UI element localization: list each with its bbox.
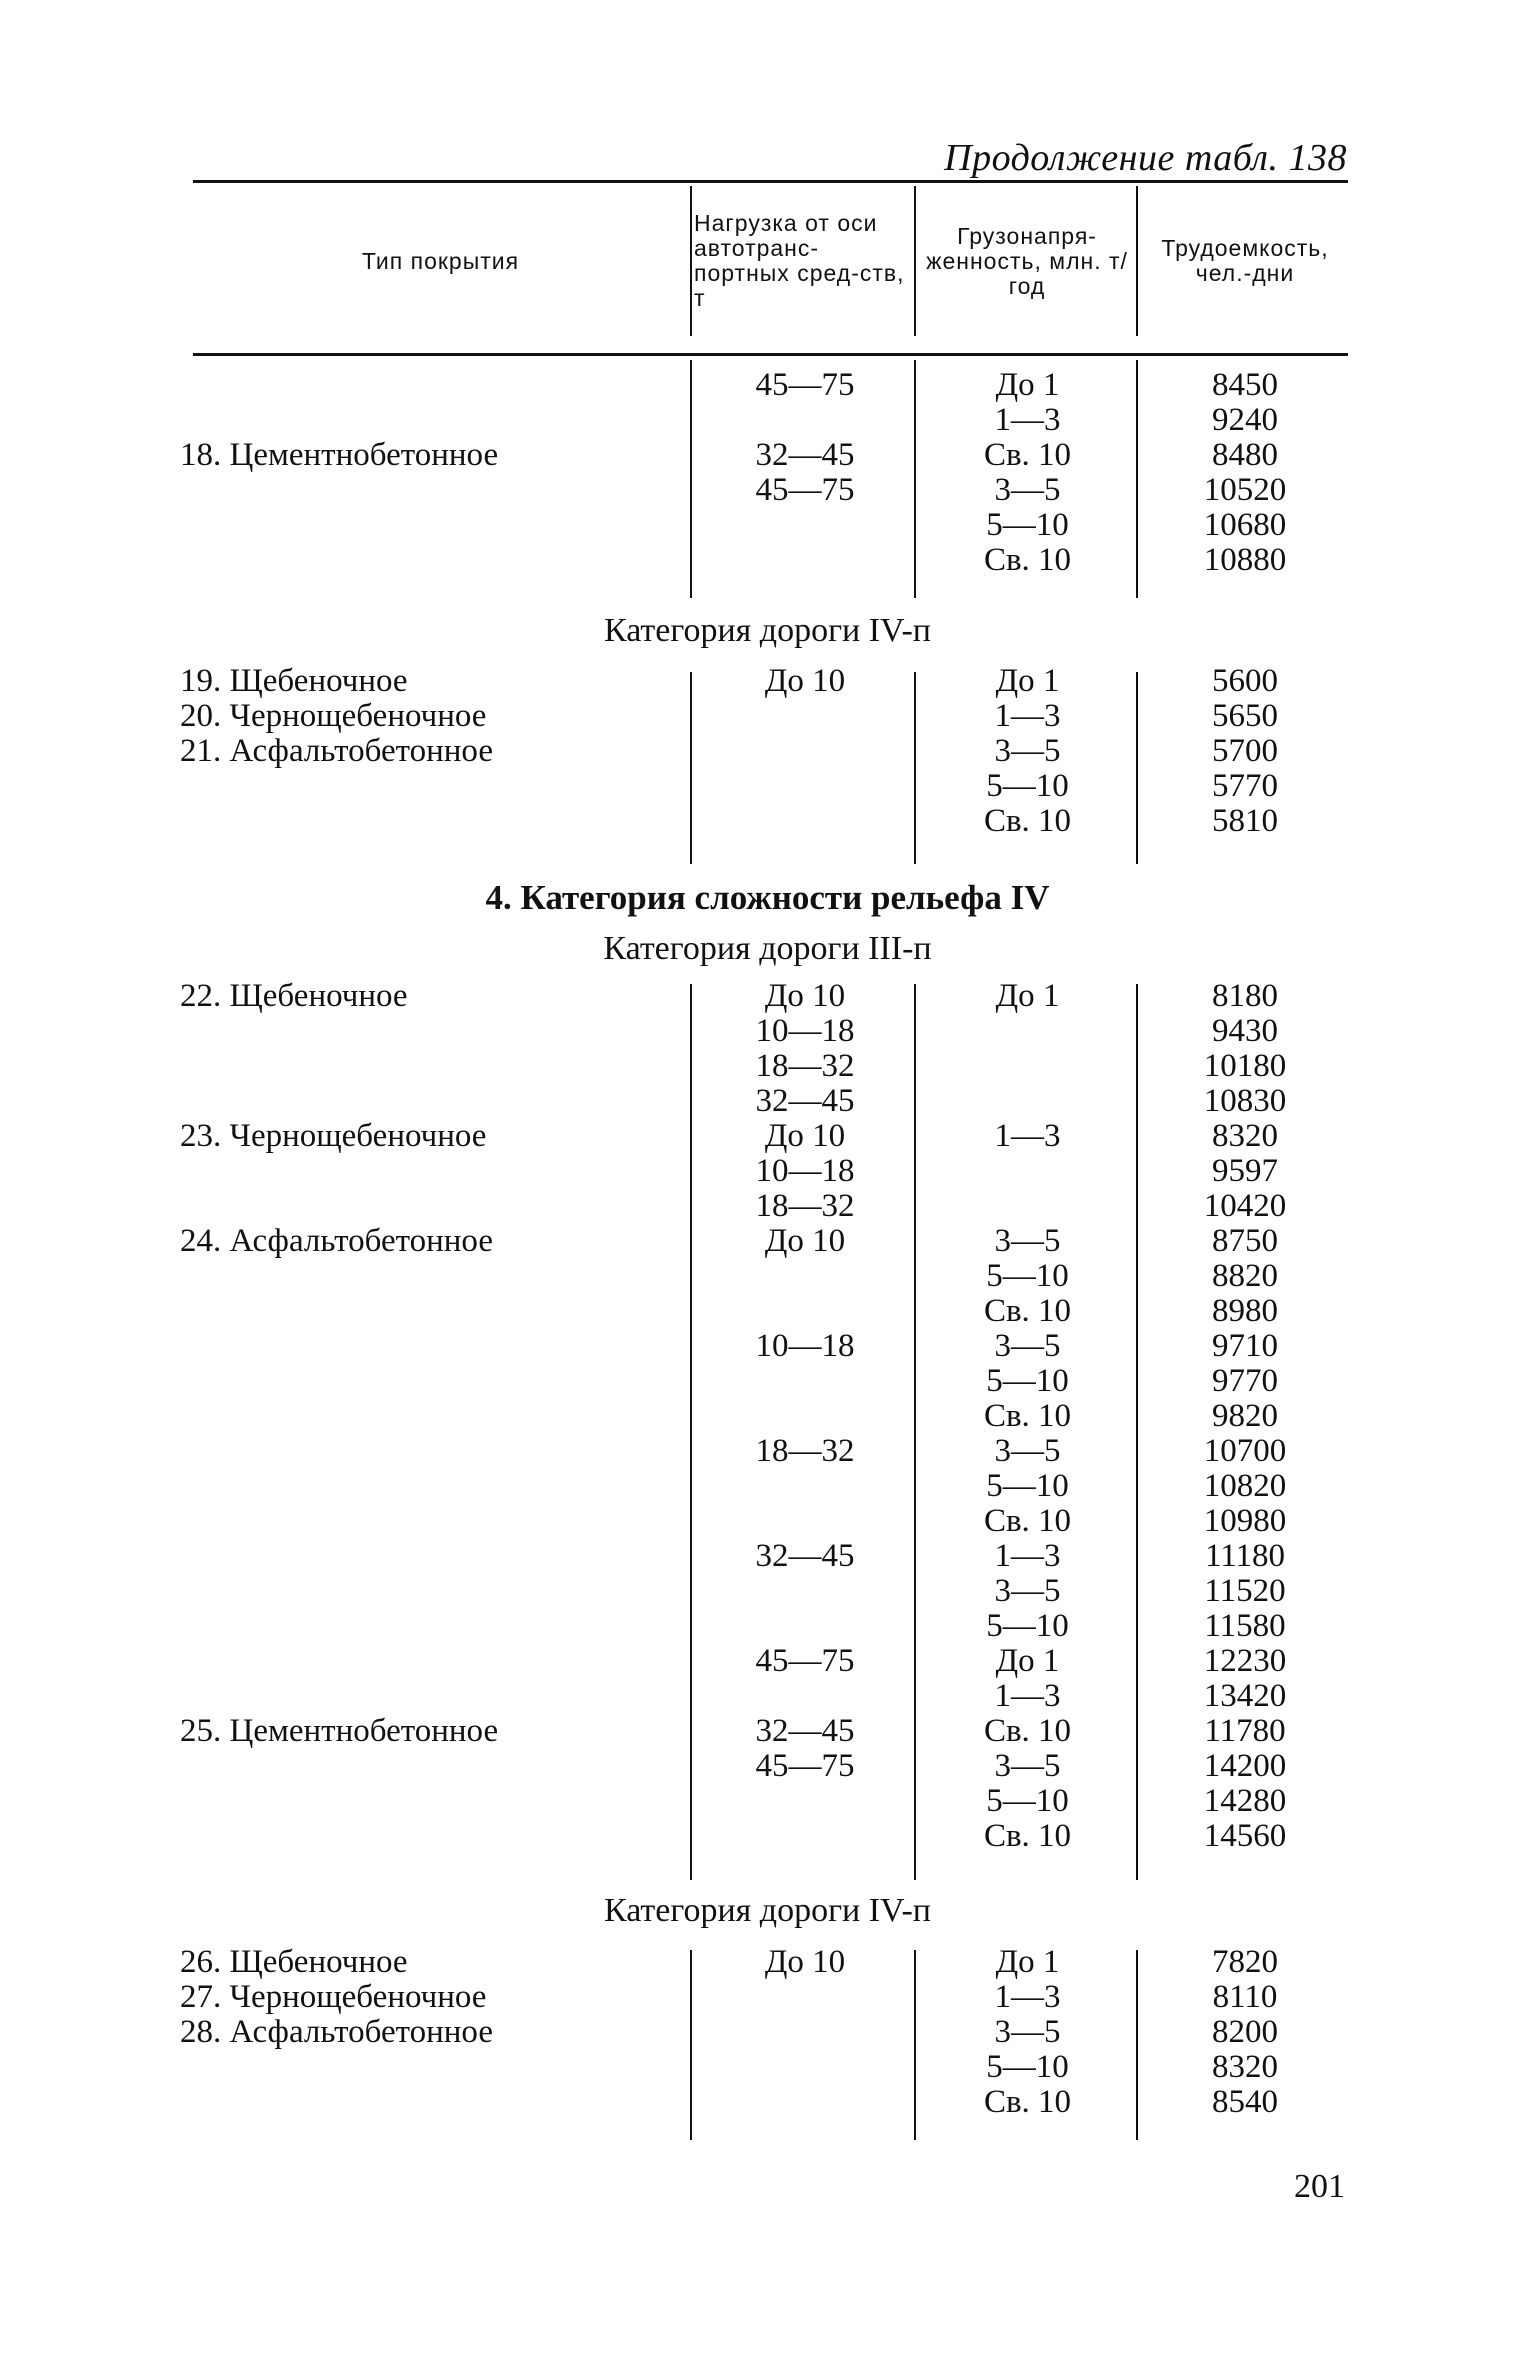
- cell-load: 32—45: [755, 437, 855, 473]
- cell-labor: 8180: [1212, 978, 1278, 1014]
- cell-density: До 1: [995, 367, 1060, 403]
- cell-labor: 5700: [1212, 733, 1278, 769]
- cell-density: Св. 10: [983, 803, 1072, 839]
- table-continuation-title: Продолжение табл. 138: [944, 137, 1347, 179]
- cell-density: Св. 10: [983, 1503, 1072, 1539]
- cell-labor: 8200: [1212, 2014, 1278, 2050]
- cell-density: Св. 10: [983, 2084, 1072, 2120]
- cell-density: 5—10: [986, 1783, 1069, 1819]
- cell-labor: 10520: [1203, 472, 1287, 508]
- cell-labor: 11520: [1204, 1573, 1286, 1609]
- block4-column-divider-2: [914, 1950, 916, 2140]
- cell-load: 10—18: [755, 1013, 855, 1049]
- cell-density: До 1: [995, 1643, 1060, 1679]
- cell-labor: 8540: [1212, 2084, 1278, 2120]
- cell-labor: 10680: [1203, 507, 1287, 543]
- cell-load: До 10: [764, 1223, 846, 1259]
- cell-labor: 14200: [1203, 1748, 1287, 1784]
- cell-load: 10—18: [755, 1153, 855, 1189]
- cell-labor: 13420: [1203, 1678, 1287, 1714]
- cell-labor: 10880: [1203, 542, 1287, 578]
- header-top-rule: [193, 180, 1348, 183]
- cell-name: 24. Асфальтобетонное: [180, 1223, 493, 1259]
- block3-column-divider-2: [914, 984, 916, 1880]
- cell-labor: 11780: [1204, 1713, 1286, 1749]
- cell-load: 18—32: [755, 1188, 855, 1224]
- cell-density: 1—3: [994, 698, 1061, 734]
- cell-labor: 8110: [1212, 1979, 1278, 2015]
- cell-load: 45—75: [755, 472, 855, 508]
- cell-labor: 8480: [1212, 437, 1278, 473]
- cell-density: 5—10: [986, 1258, 1069, 1294]
- cell-labor: 9597: [1212, 1153, 1278, 1189]
- cell-density: 1—3: [994, 1118, 1061, 1154]
- cell-density: Св. 10: [983, 1713, 1072, 1749]
- cell-density: 5—10: [986, 2049, 1069, 2085]
- cell-labor: 10420: [1203, 1188, 1287, 1224]
- page-number: 201: [1294, 2168, 1345, 2205]
- header-density: Грузонапря-женность, млн. т/год: [926, 222, 1128, 299]
- cell-load: 32—45: [755, 1083, 855, 1119]
- block1-column-divider-2: [914, 360, 916, 598]
- cell-load: 45—75: [755, 367, 855, 403]
- cell-density: 1—3: [994, 1979, 1061, 2015]
- cell-name: 28. Асфальтобетонное: [180, 2014, 493, 2050]
- cell-load: 32—45: [755, 1538, 855, 1574]
- cell-labor: 5600: [1212, 663, 1278, 699]
- cell-density: До 1: [995, 1944, 1060, 1980]
- cell-labor: 9240: [1212, 402, 1278, 438]
- cell-load: 45—75: [755, 1748, 855, 1784]
- cell-labor: 10820: [1203, 1468, 1287, 1504]
- cell-name: 21. Асфальтобетонное: [180, 733, 493, 769]
- cell-labor: 14280: [1203, 1783, 1287, 1819]
- cell-labor: 8450: [1212, 367, 1278, 403]
- cell-name: 18. Цементнобетонное: [180, 437, 499, 473]
- header-labor: Трудоемкость, чел.-дни: [1161, 235, 1329, 286]
- cell-name: 23. Чернощебеночное: [180, 1118, 487, 1154]
- block3-column-divider-1: [690, 984, 692, 1880]
- subheading-road-category-2: Категория дороги III-п: [603, 930, 932, 967]
- block3-column-divider-3: [1136, 984, 1138, 1880]
- cell-load: 32—45: [755, 1713, 855, 1749]
- cell-density: Св. 10: [983, 542, 1072, 578]
- cell-density: Св. 10: [983, 437, 1072, 473]
- header-bottom-rule: [193, 353, 1348, 356]
- block4-column-divider-3: [1136, 1950, 1138, 2140]
- cell-name: 22. Щебеночное: [180, 978, 408, 1014]
- cell-load: До 10: [764, 978, 846, 1014]
- cell-labor: 10830: [1203, 1083, 1287, 1119]
- cell-labor: 8820: [1212, 1258, 1278, 1294]
- header-type: Тип покрытия: [361, 247, 520, 274]
- cell-load: 45—75: [755, 1643, 855, 1679]
- cell-density: До 1: [995, 663, 1060, 699]
- cell-labor: 10700: [1203, 1433, 1287, 1469]
- cell-labor: 8320: [1212, 2049, 1278, 2085]
- cell-density: 1—3: [994, 1538, 1061, 1574]
- cell-name: 27. Чернощебеночное: [180, 1979, 487, 2015]
- cell-labor: 10180: [1203, 1048, 1287, 1084]
- cell-load: 18—32: [755, 1048, 855, 1084]
- cell-density: 3—5: [994, 733, 1061, 769]
- cell-density: 3—5: [994, 1433, 1061, 1469]
- cell-labor: 5770: [1212, 768, 1278, 804]
- block1-column-divider-1: [690, 360, 692, 598]
- block2-column-divider-2: [914, 672, 916, 864]
- cell-name: 20. Чернощебеночное: [180, 698, 487, 734]
- cell-labor: 9820: [1212, 1398, 1278, 1434]
- cell-name: 26. Щебеночное: [180, 1944, 408, 1980]
- cell-labor: 14560: [1203, 1818, 1287, 1854]
- cell-labor: 8750: [1212, 1223, 1278, 1259]
- cell-labor: 8980: [1212, 1293, 1278, 1329]
- cell-density: 5—10: [986, 1363, 1069, 1399]
- subheading-road-category-1: Категория дороги IV-п: [603, 612, 932, 649]
- cell-density: 3—5: [994, 1328, 1061, 1364]
- cell-labor: 11580: [1204, 1608, 1286, 1644]
- header-load: Нагрузка от оси автотранс-портных сред-ств, т: [694, 210, 905, 311]
- cell-load: До 10: [764, 663, 846, 699]
- header-divider-1: [690, 186, 692, 336]
- block2-column-divider-1: [690, 672, 692, 864]
- cell-density: 3—5: [994, 1748, 1061, 1784]
- cell-density: 5—10: [986, 1608, 1069, 1644]
- cell-density: 3—5: [994, 1573, 1061, 1609]
- cell-labor: 11180: [1204, 1538, 1286, 1574]
- cell-load: До 10: [764, 1118, 846, 1154]
- header-divider-3: [1136, 186, 1138, 336]
- block2-column-divider-3: [1136, 672, 1138, 864]
- cell-load: 10—18: [755, 1328, 855, 1364]
- cell-density: Св. 10: [983, 1398, 1072, 1434]
- cell-labor: 9430: [1212, 1013, 1278, 1049]
- cell-density: 3—5: [994, 1223, 1061, 1259]
- cell-labor: 12230: [1203, 1643, 1287, 1679]
- cell-density: 5—10: [986, 507, 1069, 543]
- cell-load: До 10: [764, 1944, 846, 1980]
- cell-labor: 10980: [1203, 1503, 1287, 1539]
- cell-density: 5—10: [986, 768, 1069, 804]
- cell-density: Св. 10: [983, 1293, 1072, 1329]
- cell-density: До 1: [995, 978, 1060, 1014]
- block1-column-divider-3: [1136, 360, 1138, 598]
- cell-density: 3—5: [994, 2014, 1061, 2050]
- header-divider-2: [914, 186, 916, 336]
- block4-column-divider-1: [690, 1950, 692, 2140]
- cell-labor: 5650: [1212, 698, 1278, 734]
- cell-labor: 7820: [1212, 1944, 1278, 1980]
- cell-density: 3—5: [994, 472, 1061, 508]
- cell-name: 25. Цементнобетонное: [180, 1713, 499, 1749]
- cell-load: 18—32: [755, 1433, 855, 1469]
- cell-density: 5—10: [986, 1468, 1069, 1504]
- cell-labor: 5810: [1212, 803, 1278, 839]
- cell-density: 1—3: [994, 1678, 1061, 1714]
- cell-labor: 9710: [1212, 1328, 1278, 1364]
- cell-labor: 8320: [1212, 1118, 1278, 1154]
- section-heading-relief-4: 4. Категория сложности рельефа IV: [485, 878, 1050, 917]
- cell-density: Св. 10: [983, 1818, 1072, 1854]
- cell-density: 1—3: [994, 402, 1061, 438]
- subheading-road-category-3: Категория дороги IV-п: [603, 1892, 932, 1929]
- cell-name: 19. Щебеночное: [180, 663, 408, 699]
- cell-labor: 9770: [1212, 1363, 1278, 1399]
